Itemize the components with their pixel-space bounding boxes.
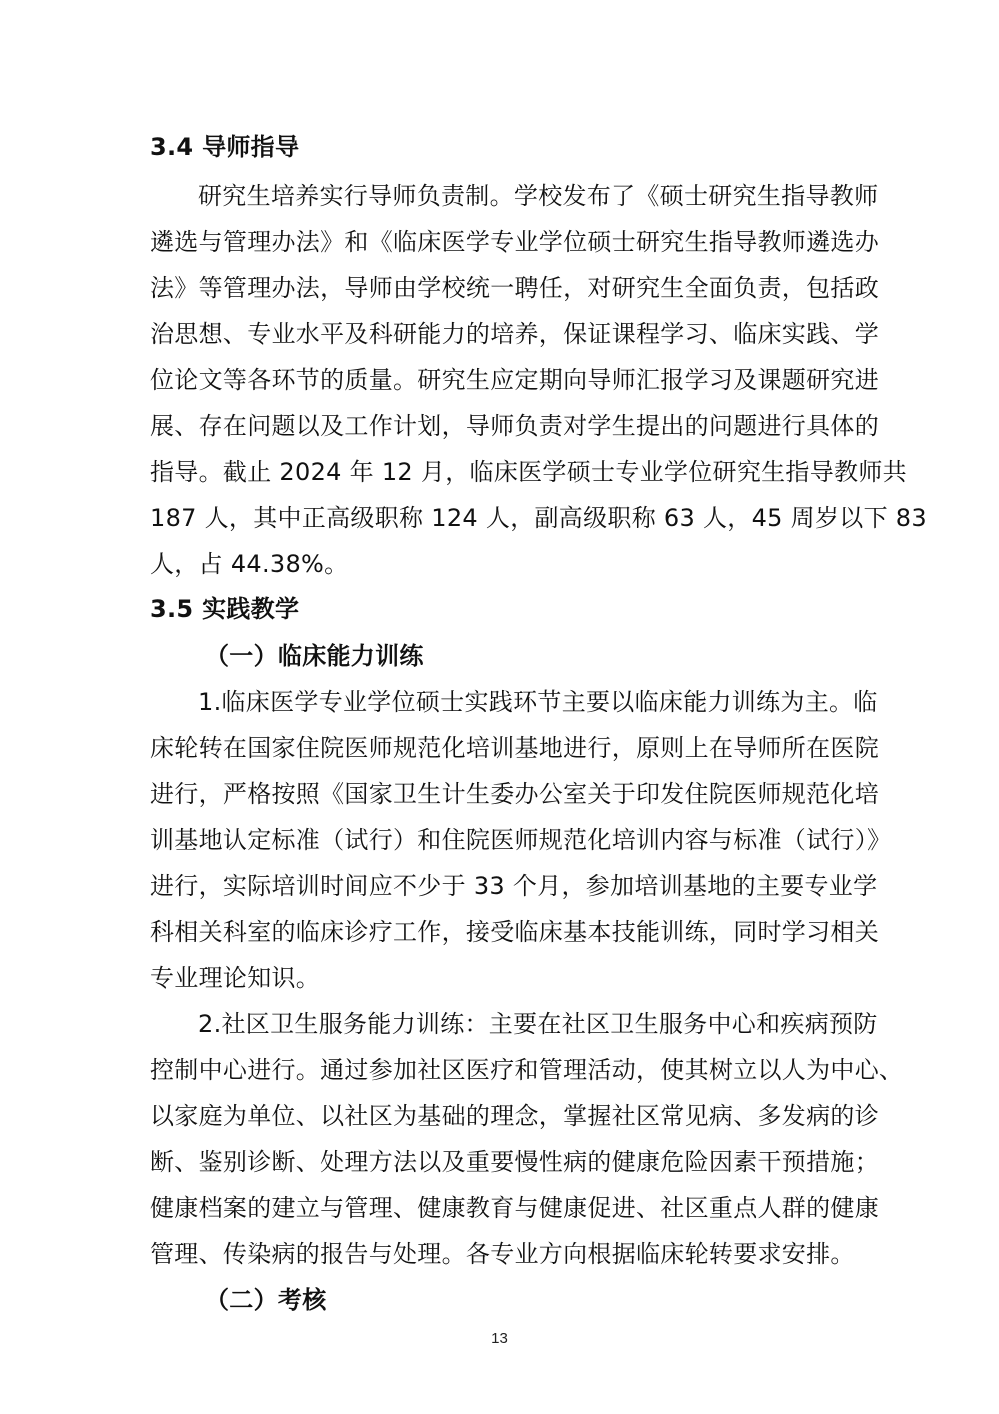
paragraph-line: 科相关科室的临床诊疗工作，接受临床基本技能训练，同时学习相关 [150,918,879,946]
paragraph-line: 进行，严格按照《国家卫生计生委办公室关于印发住院医师规范化培 [150,780,879,808]
paragraph-line: 人，占 44.38%。 [150,550,349,578]
paragraph-line: 健康档案的建立与管理、健康教育与健康促进、社区重点人群的健康 [150,1194,879,1222]
paragraph-line: 研究生培养实行导师负责制。学校发布了《硕士研究生指导教师 [198,182,879,210]
page-number: 13 [491,1330,508,1347]
paragraph-line: 指导。截止 2024 年 12 月，临床医学硕士专业学位研究生指导教师共 [150,458,907,486]
paragraph-line: 训基地认定标准（试行）和住院医师规范化培训内容与标准（试行）》 [150,826,892,854]
paragraph-line: 2.社区卫生服务能力训练：主要在社区卫生服务中心和疾病预防 [198,1010,878,1038]
paragraph-line: 控制中心进行。通过参加社区医疗和管理活动，使其树立以人为中心、 [150,1056,904,1084]
paragraph-line: 遴选与管理办法》和《临床医学专业学位硕士研究生指导教师遴选办 [150,228,879,256]
paragraph-line: 床轮转在国家住院医师规范化培训基地进行，原则上在导师所在医院 [150,734,879,762]
paragraph-line: 专业理论知识。 [150,964,321,992]
subsection-heading-assessment: （二）考核 [205,1286,327,1314]
paragraph-line: 进行，实际培训时间应不少于 33 个月，参加培训基地的主要专业学 [150,872,878,900]
paragraph-line: 断、鉴别诊断、处理方法以及重要慢性病的健康危险因素干预措施； [150,1148,879,1176]
paragraph-line: 1.临床医学专业学位硕士实践环节主要以临床能力训练为主。临 [198,688,878,716]
paragraph-line: 管理、传染病的报告与处理。各专业方向根据临床轮转要求安排。 [150,1240,855,1268]
paragraph-line: 治思想、专业水平及科研能力的培养，保证课程学习、临床实践、学 [150,320,879,348]
paragraph-line: 展、存在问题以及工作计划，导师负责对学生提出的问题进行具体的 [150,412,879,440]
section-heading-3-4: 3.4 导师指导 [150,133,300,161]
section-heading-3-5: 3.5 实践教学 [150,595,300,623]
paragraph-line: 法》等管理办法，导师由学校统一聘任，对研究生全面负责，包括政 [150,274,879,302]
paragraph-line: 位论文等各环节的质量。研究生应定期向导师汇报学习及课题研究进 [150,366,879,394]
paragraph-line: 187 人，其中正高级职称 124 人，副高级职称 63 人，45 周岁以下 83 [150,504,927,532]
subsection-heading-clinical-training: （一）临床能力训练 [205,642,424,670]
paragraph-line: 以家庭为单位、以社区为基础的理念，掌握社区常见病、多发病的诊 [150,1102,879,1130]
